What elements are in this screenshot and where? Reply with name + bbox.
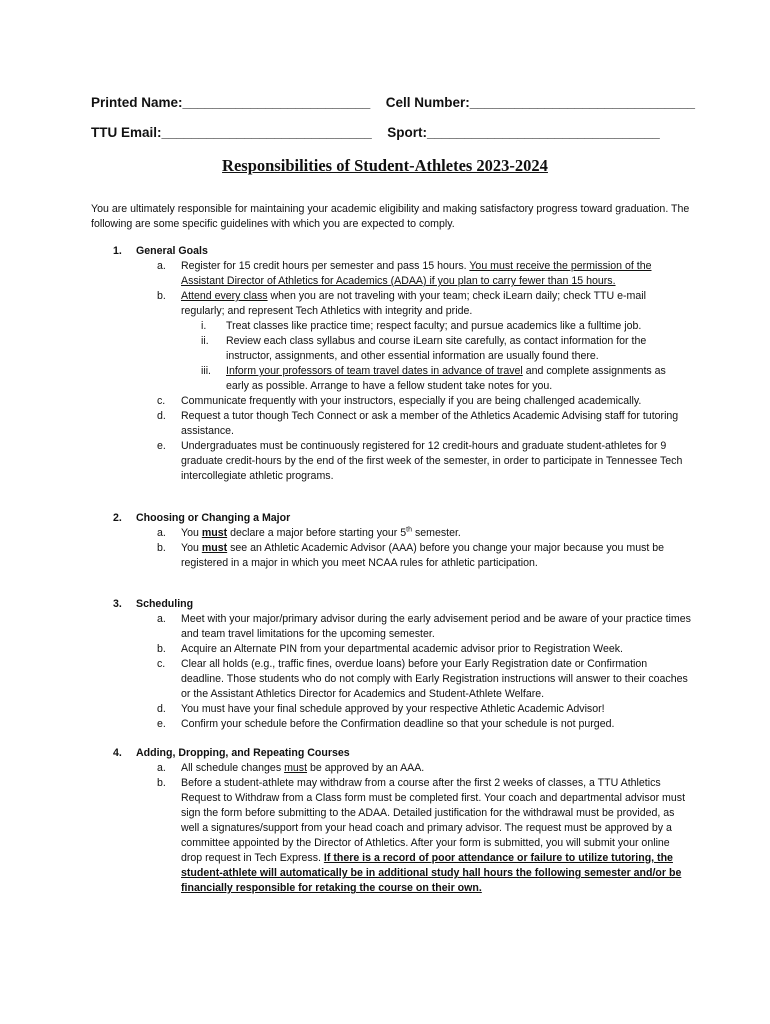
sub-item-number: i. xyxy=(201,320,207,332)
item-text: Before a student-athlete may withdraw from a course after the first 2 weeks of classes, a TTU Athletics Request to Withdraw from a Class form must be completed first. Your coach and departmental advisor must sign the form before submitting to the ADAA. Detailed justification for the withdrawal must be provided, as well a signatures/support from your head coach and primary advisor. The request must be approved by a committee appointed by the Director of Athletics. After your form is submitted, you will submit your online drop request in Tech Express. xyxy=(181,777,686,864)
item-text: Clear all holds (e.g., traffic fines, overdue loans) before your Early Registration date or Confirmation deadline. Those students who do not comply with Early Registration instructions will answer to their coaches or the Assistant Athletics Director for Academics and Student-Athlete Welfare. xyxy=(181,658,688,700)
item-emphasis: must xyxy=(284,762,308,774)
item-text: Confirm your schedule before the Confirmation deadline so that your schedule is not purged. xyxy=(181,718,615,730)
item-text: You xyxy=(181,527,202,539)
sub-item xyxy=(91,319,691,334)
sub-item-text: Review each class syllabus and course iLearn site carefully, as contact information for the instructor, assignments, and other essential information are usually found there. xyxy=(226,335,647,362)
section-number: 4. xyxy=(113,747,122,759)
item-letter: e. xyxy=(157,440,166,452)
item-underlined-text: You must receive the permission of the Assistant Director of Athletics for Academics (ADAA) if you plan to carry fewer than 15 hours. xyxy=(181,260,652,287)
list-item xyxy=(91,761,691,776)
sub-item xyxy=(91,364,691,394)
item-emphasis: must xyxy=(201,527,228,539)
item-text: You must have your final schedule approved by your respective Athletic Academic Advisor! xyxy=(181,703,605,715)
item-letter: a. xyxy=(157,762,166,774)
sub-item-number: ii. xyxy=(201,335,209,347)
section-scheduling xyxy=(91,597,691,732)
item-text: be approved by an AAA. xyxy=(307,762,425,774)
list-item xyxy=(91,657,691,702)
section-heading xyxy=(91,511,691,526)
item-letter: b. xyxy=(157,542,166,554)
list-item xyxy=(91,541,691,571)
item-text: see an Athletic Academic Advisor (AAA) before you change your major because you must be registered in a major in which you meet NCAA rules for athletic participation. xyxy=(181,542,665,569)
section-heading xyxy=(91,746,691,761)
list-item xyxy=(91,612,691,642)
list-item xyxy=(91,642,691,657)
list-item xyxy=(91,526,691,541)
section-number: 1. xyxy=(113,245,122,257)
item-letter: c. xyxy=(157,658,166,670)
list-item xyxy=(91,409,691,439)
list-item xyxy=(91,289,691,319)
item-letter: a. xyxy=(157,527,166,539)
sub-item-text: Treat classes like practice time; respect faculty; and pursue academics like a fulltime job. xyxy=(226,320,642,332)
item-text: Request a tutor though Tech Connect or ask a member of the Athletics Academic Advising staff for tutoring assistance. xyxy=(181,410,679,437)
sport-field[interactable]: Sport:_______________________________ xyxy=(387,125,660,140)
list-item xyxy=(91,259,691,289)
section-number: 3. xyxy=(113,598,122,610)
item-emphasis: must xyxy=(201,542,228,554)
sub-item xyxy=(91,334,691,364)
printed-name-field[interactable]: Printed Name:_________________________ xyxy=(91,95,371,110)
item-superscript: th xyxy=(406,526,412,534)
page-title: Responsibilities of Student-Athletes 2023-2024 xyxy=(222,156,548,175)
item-text: when you are not traveling with your team; check iLearn daily; check TTU e-mail regularly; and represent Tech Athletics with integrity and pride. xyxy=(181,290,646,317)
item-letter: c. xyxy=(157,395,166,407)
item-text: semester. xyxy=(412,527,461,539)
item-text: Register for 15 credit hours per semester and pass 15 hours. xyxy=(181,260,470,272)
item-letter: b. xyxy=(157,290,166,302)
item-text: Meet with your major/primary advisor during the early advisement period and be aware of your practice times and team travel limitations for the upcoming semester. xyxy=(181,613,691,640)
item-text: declare a major before starting your 5 xyxy=(227,527,407,539)
section-heading-text: General Goals xyxy=(136,245,208,257)
section-number: 2. xyxy=(113,512,122,524)
item-text: Communicate frequently with your instructors, especially if you are being challenged academically. xyxy=(181,395,642,407)
list-item xyxy=(91,776,691,896)
item-text: You xyxy=(181,542,202,554)
list-item xyxy=(91,439,691,484)
section-heading-text: Scheduling xyxy=(136,598,194,610)
item-letter: b. xyxy=(157,643,166,655)
ttu-email-field[interactable]: TTU Email:____________________________ xyxy=(91,125,372,140)
intro-paragraph: You are ultimately responsible for maintaining your academic eligibility and making satisfactory progress toward graduation. The following are some specific guidelines with which you are expected to comply. xyxy=(91,203,690,230)
item-letter: a. xyxy=(157,260,166,272)
section-adding-dropping xyxy=(91,746,691,896)
item-letter: b. xyxy=(157,777,166,789)
sub-item-underlined-text: Inform your professors of team travel dates in advance of travel xyxy=(226,365,523,377)
header-row-1 xyxy=(91,95,695,110)
sub-item-number: iii. xyxy=(201,365,212,377)
item-text: All schedule changes xyxy=(181,762,285,774)
section-heading xyxy=(91,597,691,612)
item-letter: d. xyxy=(157,410,166,422)
section-heading-text: Choosing or Changing a Major xyxy=(136,512,291,524)
item-underlined-text: Attend every class xyxy=(181,290,268,302)
item-letter: e. xyxy=(157,718,166,730)
item-letter: a. xyxy=(157,613,166,625)
item-text: Acquire an Alternate PIN from your departmental academic advisor prior to Registration Week. xyxy=(181,643,624,655)
sub-item-text: and complete assignments as early as possible. Arrange to have a fellow student take notes for you. xyxy=(226,365,666,392)
header-row-2 xyxy=(91,125,660,140)
item-letter: d. xyxy=(157,703,166,715)
cell-number-field[interactable]: Cell Number:______________________________ xyxy=(385,95,696,110)
section-choosing-major xyxy=(91,511,691,571)
section-heading-text: Adding, Dropping, and Repeating Courses xyxy=(136,747,350,759)
list-item xyxy=(91,702,691,717)
section-heading xyxy=(91,244,691,259)
item-bold-warning: If there is a record of poor attendance or failure to utilize tutoring, the student-athlete will automatically be in additional study hall hours the following semester and/or be financially responsible for retaking the course on their own. xyxy=(181,852,682,894)
list-item xyxy=(91,717,691,732)
item-text: Undergraduates must be continuously registered for 12 credit-hours and graduate student-athletes for 9 graduate credit-hours by the end of the first week of the semester, in order to participate in Tennessee Tech intercollegiate athletic programs. xyxy=(181,440,683,482)
section-general-goals xyxy=(91,244,691,484)
list-item xyxy=(91,394,691,409)
